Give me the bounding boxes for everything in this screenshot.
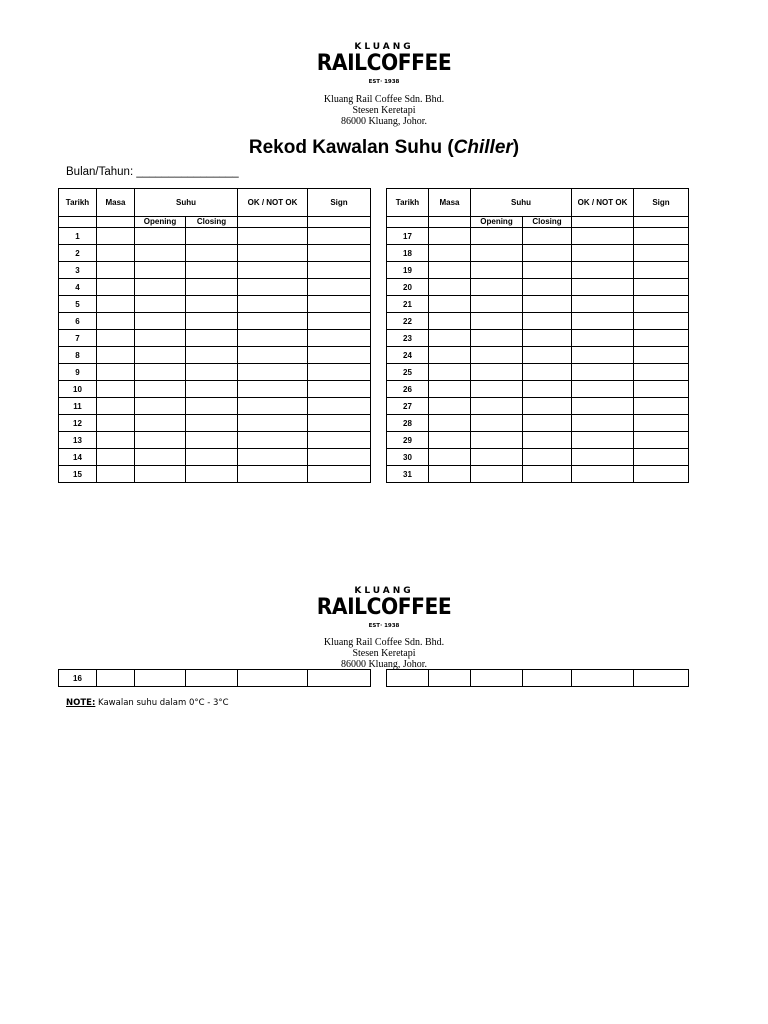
table-row (387, 296, 689, 313)
address-line-2: 86000 Kluang, Johor. (340, 116, 428, 127)
table-row (387, 398, 689, 415)
table-row (387, 347, 689, 364)
day-cell: 22 (387, 313, 429, 330)
table-row (59, 449, 371, 466)
header-closing: Closing (186, 217, 238, 228)
table-row (59, 228, 371, 245)
day-cell: 13 (59, 432, 97, 449)
company-logo (0, 42, 768, 86)
day-cell: 7 (59, 330, 97, 347)
header-ok: OK / NOT OK (572, 189, 634, 217)
note-label: NOTE: (66, 698, 96, 708)
day-cell: 16 (59, 670, 97, 687)
table-row (59, 381, 371, 398)
company-logo-page-2 (0, 586, 768, 630)
day-cell: 23 (387, 330, 429, 347)
day-cell: 30 (387, 449, 429, 466)
table-row (387, 432, 689, 449)
company-address (0, 94, 768, 127)
table-row (59, 398, 371, 415)
day-cell: 10 (59, 381, 97, 398)
header-sign: Sign (634, 189, 689, 217)
header-suhu: Suhu (471, 189, 572, 217)
day-cell: 27 (387, 398, 429, 415)
day-cell: 24 (387, 347, 429, 364)
table-row (387, 245, 689, 262)
day-cell: 25 (387, 364, 429, 381)
day-cell: 29 (387, 432, 429, 449)
company-address-page-2 (0, 637, 768, 670)
company-name: Kluang Rail Coffee Sdn. Bhd. (323, 637, 445, 648)
table-row (59, 466, 371, 483)
day-cell: 17 (387, 228, 429, 245)
day-cell: 5 (59, 296, 97, 313)
table-row (387, 449, 689, 466)
table-row (59, 670, 371, 687)
header-opening: Opening (135, 217, 186, 228)
header-suhu: Suhu (135, 189, 238, 217)
day-cell: 4 (59, 279, 97, 296)
address-line-1: Stesen Keretapi (352, 105, 416, 116)
table-row (59, 313, 371, 330)
day-cell: 15 (59, 466, 97, 483)
header-tarikh: Tarikh (387, 189, 429, 217)
day-cell: 14 (59, 449, 97, 466)
temperature-log-table-left-page-2 (58, 669, 371, 687)
temperature-log-table-right (386, 188, 689, 483)
table-row (387, 313, 689, 330)
note (66, 698, 229, 708)
day-cell: 6 (59, 313, 97, 330)
logo-kluang-text: KLUANG (354, 586, 414, 596)
table-row (387, 381, 689, 398)
company-name: Kluang Rail Coffee Sdn. Bhd. (323, 94, 445, 105)
address-line-1: Stesen Keretapi (352, 648, 416, 659)
header-tarikh: Tarikh (59, 189, 97, 217)
table-row (387, 330, 689, 347)
day-cell: 3 (59, 262, 97, 279)
table-row (59, 279, 371, 296)
day-cell: 2 (59, 245, 97, 262)
day-cell: 18 (387, 245, 429, 262)
address-line-2: 86000 Kluang, Johor. (340, 659, 428, 670)
table-row (387, 262, 689, 279)
table-row (59, 432, 371, 449)
header-closing: Closing (523, 217, 572, 228)
table-row (59, 330, 371, 347)
header-ok: OK / NOT OK (238, 189, 308, 217)
month-year-field: Bulan/Tahun: ________________ (66, 166, 239, 178)
note-text: Kawalan suhu dalam 0°C - 3°C (95, 698, 229, 708)
table-row (387, 228, 689, 245)
day-cell: 28 (387, 415, 429, 432)
temperature-log-table-right-page-2 (386, 669, 689, 687)
day-cell: 19 (387, 262, 429, 279)
table-row (59, 245, 371, 262)
temperature-log-table-left (58, 188, 371, 483)
logo-railcoffee-text: RAILCOFFEE (316, 595, 452, 620)
table-row (59, 364, 371, 381)
day-cell: 26 (387, 381, 429, 398)
logo-kluang-text: KLUANG (354, 42, 414, 52)
day-cell: 1 (59, 228, 97, 245)
day-cell: 20 (387, 279, 429, 296)
logo-est-text: EST· 1938 (368, 79, 400, 85)
day-cell: 31 (387, 466, 429, 483)
table-row (387, 670, 689, 687)
table-row (387, 415, 689, 432)
header-opening: Opening (471, 217, 523, 228)
table-row (59, 262, 371, 279)
table-row (387, 279, 689, 296)
page-title: Rekod Kawalan Suhu (Chiller) (248, 137, 520, 158)
table-row (59, 347, 371, 364)
logo-railcoffee-text: RAILCOFFEE (316, 51, 452, 76)
table-row (59, 296, 371, 313)
header-masa: Masa (97, 189, 135, 217)
day-cell: 9 (59, 364, 97, 381)
table-row (387, 466, 689, 483)
day-cell: 21 (387, 296, 429, 313)
table-row (387, 364, 689, 381)
day-cell: 11 (59, 398, 97, 415)
day-cell: 12 (59, 415, 97, 432)
header-masa: Masa (429, 189, 471, 217)
day-cell: 8 (59, 347, 97, 364)
logo-est-text: EST· 1938 (368, 623, 400, 629)
header-sign: Sign (308, 189, 371, 217)
table-row (59, 415, 371, 432)
